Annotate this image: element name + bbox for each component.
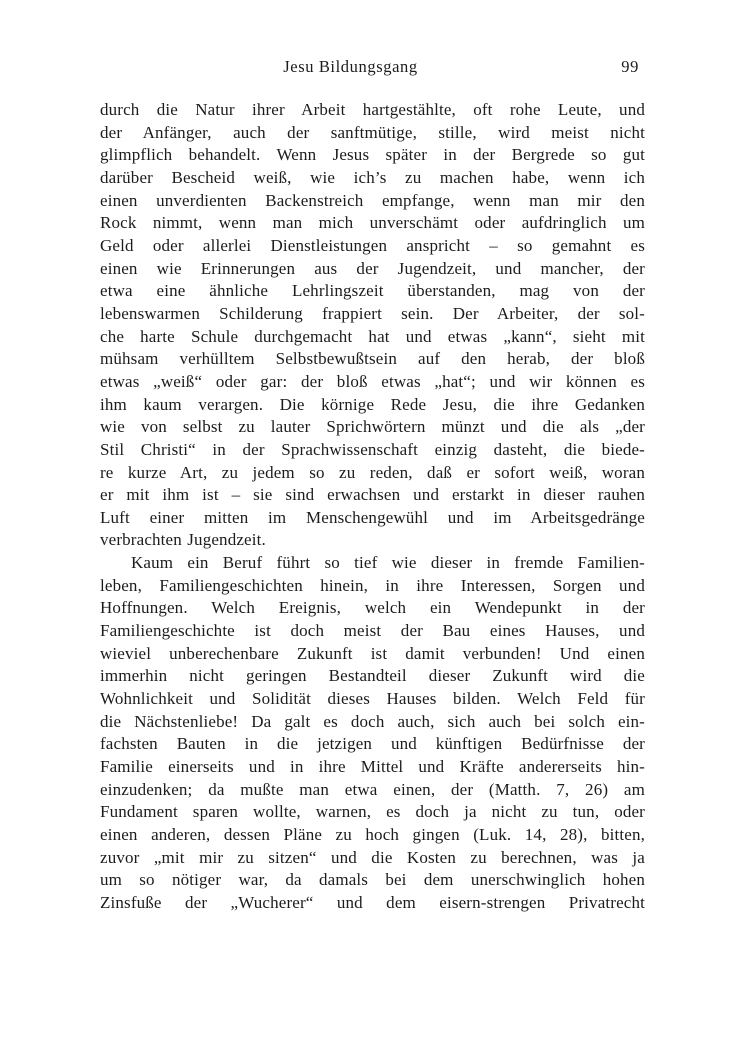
text-line: die Nächstenliebe! Da galt es doch auch, sich auch bei solch ein- xyxy=(100,711,645,731)
text-line: immerhin nicht geringen Bestandteil dieser Zukunft wird die xyxy=(100,666,645,686)
text-line: zuvor „mit mir zu sitzen“ und die Kosten zu berechnen, was ja xyxy=(100,847,645,867)
text-line: durch die Natur ihrer Arbeit hartgestählte, oft rohe Leute, und xyxy=(100,100,645,119)
text-line: re kurze Art, zu jedem so zu reden, daß er sofort weiß, woran xyxy=(100,462,645,482)
text-line: Luft einer mitten im Menschengewühl und im Arbeitsgedränge xyxy=(100,507,645,527)
text-line: Wohnlichkeit und Solidität dieses Hauses bilden. Welch Feld für xyxy=(100,689,645,709)
text-line: etwa eine ähnliche Lehrlingszeit überstanden, mag von der xyxy=(100,281,645,301)
text-line: verbrachten Jugendzeit. xyxy=(100,530,266,550)
text-line: Familie einerseits und in ihre Mittel und Kräfte andererseits hin- xyxy=(100,757,645,777)
text-line: einen wie Erinnerungen aus der Jugendzeit, und mancher, der xyxy=(100,258,645,278)
text-line: einen unverdienten Backenstreich empfange, wenn man mir den xyxy=(100,190,645,210)
page-number: 99 xyxy=(621,57,639,76)
text-line: leben, Familiengeschichten hinein, in ihre Interessen, Sorgen und xyxy=(100,575,645,595)
text-line: Hoffnungen. Welch Ereignis, welch ein Wendepunkt in der xyxy=(100,598,645,618)
text-line: Geld oder allerlei Dienstleistungen anspricht – so gemahnt es xyxy=(100,235,645,255)
chapter-title: Jesu Bildungsgang xyxy=(283,57,418,76)
text-line: mühsam verhülltem Selbstbewußtsein auf den herab, der bloß xyxy=(100,349,645,369)
text-line: fachsten Bauten in die jetzigen und künftigen Bedürfnisse der xyxy=(100,734,645,754)
text-line: etwas „weiß“ oder gar: der bloß etwas „hat“; und wir können es xyxy=(100,371,645,391)
text-line: darüber Bescheid weiß, wie ich’s zu machen habe, wenn ich xyxy=(100,167,645,187)
text-line: um so nötiger war, da damals bei dem unerschwinglich hohen xyxy=(100,870,645,890)
text-line: einzudenken; da mußte man etwa einen, der (Matth. 7, 26) am xyxy=(100,779,645,799)
text-line: er mit ihm ist – sie sind erwachsen und erstarkt in dieser rauhen xyxy=(100,485,645,505)
text-line: der Anfänger, auch der sanftmütige, stille, wird meist nicht xyxy=(100,122,645,142)
running-header xyxy=(100,57,645,81)
text-line: Rock nimmt, wenn man mich unverschämt oder aufdringlich um xyxy=(100,213,645,233)
text-line: wieviel unberechenbare Zukunft ist damit verbunden! Und einen xyxy=(100,643,645,663)
text-line: Fundament sparen wollte, warnen, es doch ja nicht zu tun, oder xyxy=(100,802,645,822)
text-line: einen anderen, dessen Pläne zu hoch gingen (Luk. 14, 28), bitten, xyxy=(100,825,645,844)
text-line: Kaum ein Beruf führt so tief wie dieser in fremde Familien- xyxy=(131,553,645,573)
text-line: ihm kaum verargen. Die körnige Rede Jesu, die ihre Gedanken xyxy=(100,394,645,414)
text-line: Stil Christi“ in der Sprachwissenschaft einzig dasteht, die biede- xyxy=(100,439,645,459)
text-line: glimpflich behandelt. Wenn Jesus später in der Bergrede so gut xyxy=(100,145,645,165)
text-block xyxy=(100,99,645,915)
text-line: lebenswarmen Schilderung frappiert sein. Der Arbeiter, der sol- xyxy=(100,303,645,323)
text-line: Zinsfuße der „Wucherer“ und dem eisern-strengen Privatrecht xyxy=(100,892,645,912)
text-line: wie von selbst zu lauter Sprichwörtern münzt und die als „der xyxy=(100,417,645,437)
text-line: che harte Schule durchgemacht hat und etwas „kann“, sieht mit xyxy=(100,326,645,346)
text-line: Familiengeschichte ist doch meist der Bau eines Hauses, und xyxy=(100,621,645,641)
